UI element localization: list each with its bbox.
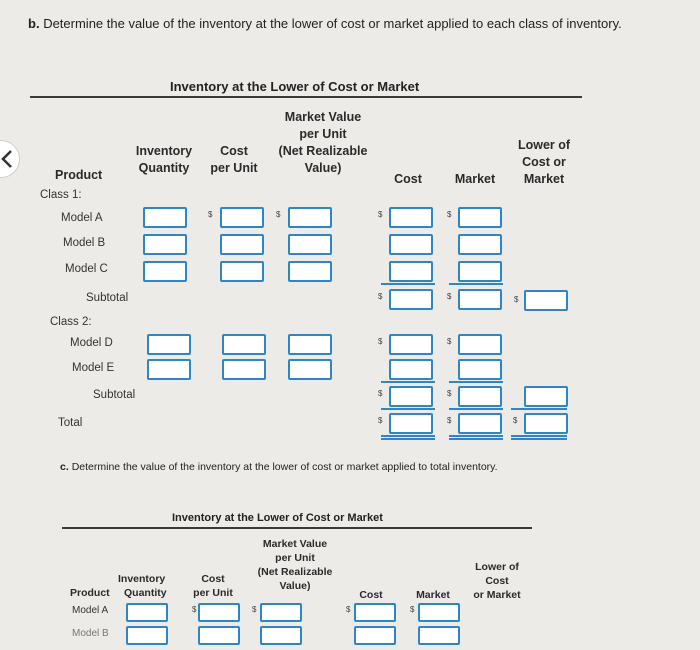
table-c-model-b-cost-input[interactable] xyxy=(354,626,396,645)
dollar-sign: $ xyxy=(447,416,452,425)
dollar-sign: $ xyxy=(276,210,281,219)
row-label-model-b: Model B xyxy=(63,237,106,249)
model-c-market-underline xyxy=(449,283,503,285)
total-lcm-input[interactable] xyxy=(524,413,568,434)
table-c-model-a-market-value-input[interactable] xyxy=(260,603,302,622)
subtotal-2-lcm-input[interactable] xyxy=(524,386,568,407)
model-c-market-input[interactable] xyxy=(458,261,502,282)
table-c-model-b-quantity-input[interactable] xyxy=(126,626,168,645)
total-cost-double-underline xyxy=(381,438,435,440)
subtotal-2-market-underline xyxy=(449,408,503,410)
subtotal-1-market-input[interactable] xyxy=(458,289,502,310)
dollar-sign: $ xyxy=(378,416,383,425)
total-cost-input[interactable] xyxy=(389,413,433,434)
back-button[interactable] xyxy=(0,140,20,178)
model-e-cost-input[interactable] xyxy=(389,359,433,380)
model-d-market-input[interactable] xyxy=(458,334,502,355)
model-a-market-value-input[interactable] xyxy=(288,207,332,228)
table-c-header-inventory: Inventory xyxy=(118,573,166,585)
model-b-cost-input[interactable] xyxy=(389,234,433,255)
table-c-header-cost: Cost xyxy=(201,573,225,585)
table-c-model-b-market-input[interactable] xyxy=(418,626,460,645)
table-c-header-product: Product xyxy=(70,587,110,599)
subtotal-2-cost-input[interactable] xyxy=(389,386,433,407)
model-a-market-input[interactable] xyxy=(458,207,502,228)
header-cost: Cost xyxy=(394,172,422,186)
model-e-market-underline xyxy=(449,381,503,383)
dollar-sign: $ xyxy=(514,295,519,304)
table-c-model-a-cost-per-unit-input[interactable] xyxy=(198,603,240,622)
model-c-cost-input[interactable] xyxy=(389,261,433,282)
dollar-sign: $ xyxy=(513,416,518,425)
table-c-model-b-cost-per-unit-input[interactable] xyxy=(198,626,240,645)
subtotal-2-cost-underline xyxy=(381,408,435,410)
model-c-cost-underline xyxy=(381,283,435,285)
total-cost-double-underline xyxy=(381,435,435,437)
header-market: Market xyxy=(454,172,496,186)
dollar-sign: $ xyxy=(447,210,452,219)
table-c-header-quantity: Quantity xyxy=(124,587,167,599)
total-market-double-underline xyxy=(449,435,503,437)
model-e-cost-underline xyxy=(381,381,435,383)
model-a-quantity-input[interactable] xyxy=(143,207,187,228)
dollar-sign: $ xyxy=(447,389,452,398)
model-e-market-value-input[interactable] xyxy=(288,359,332,380)
dollar-sign: $ xyxy=(447,337,452,346)
dollar-sign: $ xyxy=(378,337,383,346)
model-c-cost-per-unit-input[interactable] xyxy=(220,261,264,282)
dollar-sign: $ xyxy=(252,605,257,614)
row-label-subtotal-1: Subtotal xyxy=(86,292,129,304)
model-d-market-value-input[interactable] xyxy=(288,334,332,355)
table-b-title: Inventory at the Lower of Cost or Market xyxy=(170,79,420,94)
header-cost-per-unit: Cost per Unit xyxy=(210,144,258,175)
header-product: Product xyxy=(55,168,103,182)
question-c-prefix: c. xyxy=(60,461,69,473)
model-b-cost-per-unit-input[interactable] xyxy=(220,234,264,255)
table-c-header-market: Market xyxy=(416,589,450,601)
table-c-header-market-value: Market Value per Unit (Net Realizable Value) xyxy=(257,538,333,592)
dollar-sign: $ xyxy=(192,605,197,614)
table-c-model-a-cost-input[interactable] xyxy=(354,603,396,622)
class-2-label: Class 2: xyxy=(50,316,92,328)
class-1-label: Class 1: xyxy=(40,189,82,201)
model-c-quantity-input[interactable] xyxy=(143,261,187,282)
question-c xyxy=(60,461,498,473)
total-lcm-double-underline xyxy=(511,438,567,440)
table-c-model-a-quantity-input[interactable] xyxy=(126,603,168,622)
subtotal-2-market-input[interactable] xyxy=(458,386,502,407)
model-d-cost-input[interactable] xyxy=(389,334,433,355)
row-label-model-e: Model E xyxy=(72,362,115,374)
table-c-title-rule xyxy=(62,527,532,529)
dollar-sign: $ xyxy=(378,292,383,301)
header-lower-of-cost-or-market: Lower of Cost or Market xyxy=(517,138,571,186)
header-market-value: Market Value per Unit (Net Realizable Value) xyxy=(278,110,368,175)
dollar-sign: $ xyxy=(378,210,383,219)
model-d-quantity-input[interactable] xyxy=(147,334,191,355)
table-c-title: Inventory at the Lower of Cost or Market xyxy=(172,512,383,524)
row-label-total: Total xyxy=(58,417,83,429)
question-b-prefix: b. xyxy=(28,16,40,31)
row-label-model-c: Model C xyxy=(65,263,108,275)
dollar-sign: $ xyxy=(346,605,351,614)
table-c-header-cost-total: Cost xyxy=(359,589,383,601)
model-e-cost-per-unit-input[interactable] xyxy=(222,359,266,380)
subtotal-2-lcm-underline xyxy=(511,408,567,410)
table-c-row-label-model-b: Model B xyxy=(72,628,109,639)
model-d-cost-per-unit-input[interactable] xyxy=(222,334,266,355)
dollar-sign: $ xyxy=(208,210,213,219)
question-c-text: Determine the value of the inventory at the lower of cost or market applied to total inventory. xyxy=(71,461,498,473)
row-label-model-d: Model D xyxy=(70,337,113,349)
subtotal-1-lcm-input[interactable] xyxy=(524,290,568,311)
header-inventory-quantity: Inventory Quantity xyxy=(135,144,193,175)
model-b-market-value-input[interactable] xyxy=(288,234,332,255)
table-c-header-lower-of-cost-or-market: Lower of Cost or Market xyxy=(473,561,521,601)
dollar-sign: $ xyxy=(410,605,415,614)
model-a-cost-per-unit-input[interactable] xyxy=(220,207,264,228)
model-e-market-input[interactable] xyxy=(458,359,502,380)
row-label-model-a: Model A xyxy=(61,212,103,224)
question-b xyxy=(28,16,622,31)
dollar-sign: $ xyxy=(447,292,452,301)
model-c-market-value-input[interactable] xyxy=(288,261,332,282)
question-b-text: Determine the value of the inventory at the lower of cost or market applied to each class of inventory. xyxy=(43,16,622,31)
dollar-sign: $ xyxy=(378,389,383,398)
table-c-row-label-model-a: Model A xyxy=(72,605,109,616)
table-b-title-rule xyxy=(30,96,582,98)
model-b-market-input[interactable] xyxy=(458,234,502,255)
total-lcm-double-underline xyxy=(511,435,567,437)
model-e-quantity-input[interactable] xyxy=(147,359,191,380)
row-label-subtotal-2: Subtotal xyxy=(93,389,136,401)
table-c-header-per-unit: per Unit xyxy=(193,587,233,599)
table-c-model-b-market-value-input[interactable] xyxy=(260,626,302,645)
subtotal-1-cost-input[interactable] xyxy=(389,289,433,310)
model-b-quantity-input[interactable] xyxy=(143,234,187,255)
table-c-model-a-market-input[interactable] xyxy=(418,603,460,622)
chevron-left-icon xyxy=(1,150,13,168)
model-a-cost-input[interactable] xyxy=(389,207,433,228)
total-market-input[interactable] xyxy=(458,413,502,434)
total-market-double-underline xyxy=(449,438,503,440)
